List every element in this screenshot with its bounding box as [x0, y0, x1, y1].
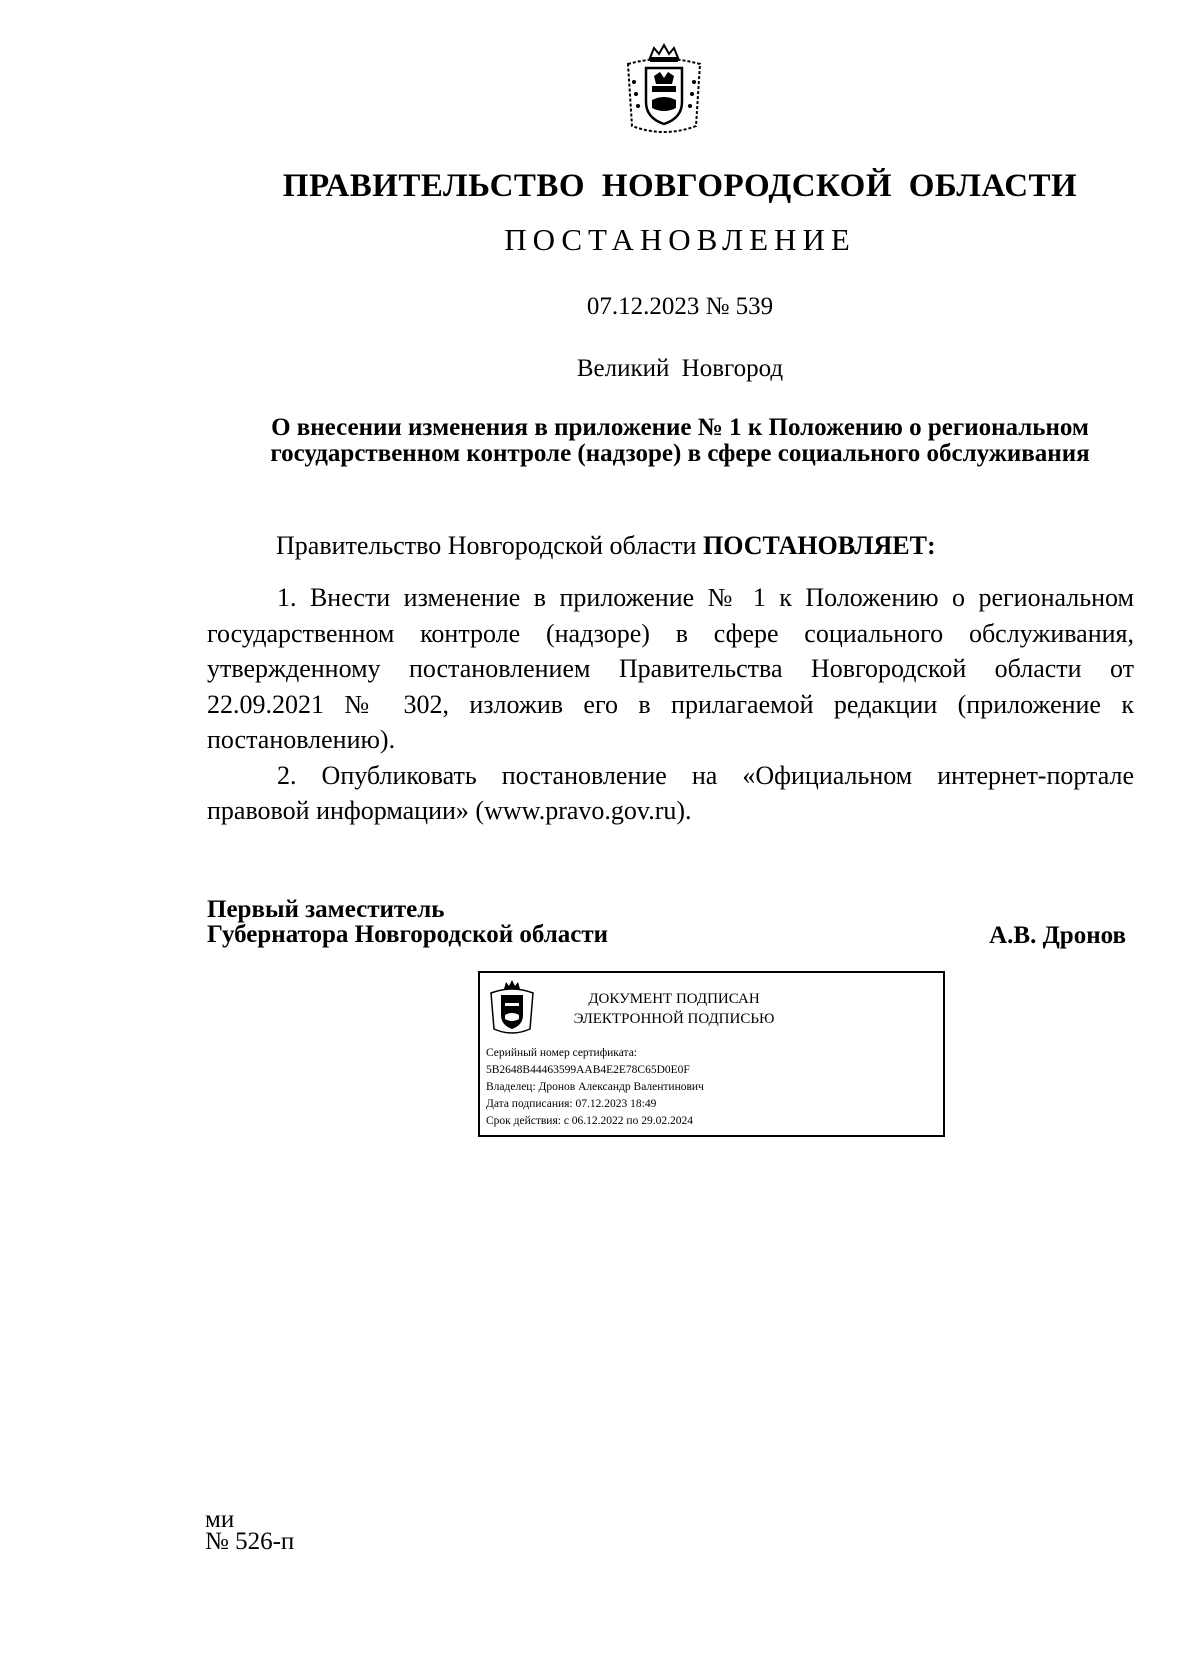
document-subject: [200, 415, 1160, 467]
document-body: [207, 580, 1134, 829]
stamp-heading-line-1: ДОКУМЕНТ ПОДПИСАН: [588, 991, 760, 1007]
stamp-heading-line-2: ЭЛЕКТРОННОЙ ПОДПИСЬЮ: [573, 1011, 775, 1027]
electronic-signature-stamp: [478, 971, 945, 1137]
signatory-position-line-1: Первый заместитель: [207, 896, 445, 923]
government-title: ПРАВИТЕЛЬСТВО НОВГОРОДСКОЙ ОБЛАСТИ: [282, 168, 1078, 204]
preamble: [276, 531, 936, 561]
signatory-position: [207, 897, 608, 947]
document-type: ПОСТАНОВЛЕНИЕ: [504, 222, 856, 257]
subject-line-1: О внесении изменения в приложение № 1 к Положению о региональном: [271, 414, 1089, 441]
preamble-text: Правительство Новгородской области: [276, 531, 703, 560]
subject-line-2: государственном контроле (надзоре) в сфере социального обслуживания: [270, 440, 1090, 467]
document-date-number: 07.12.2023 № 539: [586, 293, 774, 320]
preamble-decree: ПОСТАНОВЛЯЕТ:: [702, 531, 936, 560]
body-paragraph-1: 1. Внести изменение в приложение № 1 к Положению о региональном государственном контроле (надзоре) в сфере социального обслуживания, утвержденному постановлением Правительства Новгородской области от 22.09.2021 № 302, изложив его в прилагаемой редакции (приложение к постановлению).: [207, 583, 1134, 754]
footer-initials: ми: [205, 1506, 235, 1533]
coat-of-arms-icon: [624, 42, 704, 138]
certificate-serial: 5B2648B44463599AAB4E2E78C65D0E0F: [486, 1064, 690, 1076]
signatory-position-line-2: Губернатора Новгородской области: [207, 921, 609, 948]
footer-number: № 526-п: [205, 1528, 295, 1555]
signatory-name: А.В. Дронов: [989, 922, 1126, 949]
certificate-validity: Срок действия: с 06.12.2022 по 29.02.2024: [486, 1115, 693, 1127]
stamp-heading: [554, 989, 794, 1029]
body-paragraph-2: 2. Опубликовать постановление на «Официальном интернет-портале правовой информации» (www.pravo.gov.ru).: [207, 760, 1134, 825]
document-footer: [205, 1506, 295, 1555]
certificate-serial-label: Серийный номер сертификата:: [486, 1047, 637, 1059]
stamp-details: [486, 1045, 704, 1130]
stamp-coat-of-arms-icon: [488, 979, 536, 1037]
signing-date: Дата подписания: 07.12.2023 18:49: [486, 1098, 657, 1110]
certificate-owner: Владелец: Дронов Александр Валентинович: [486, 1081, 704, 1093]
document-city: Великий Новгород: [576, 355, 784, 382]
